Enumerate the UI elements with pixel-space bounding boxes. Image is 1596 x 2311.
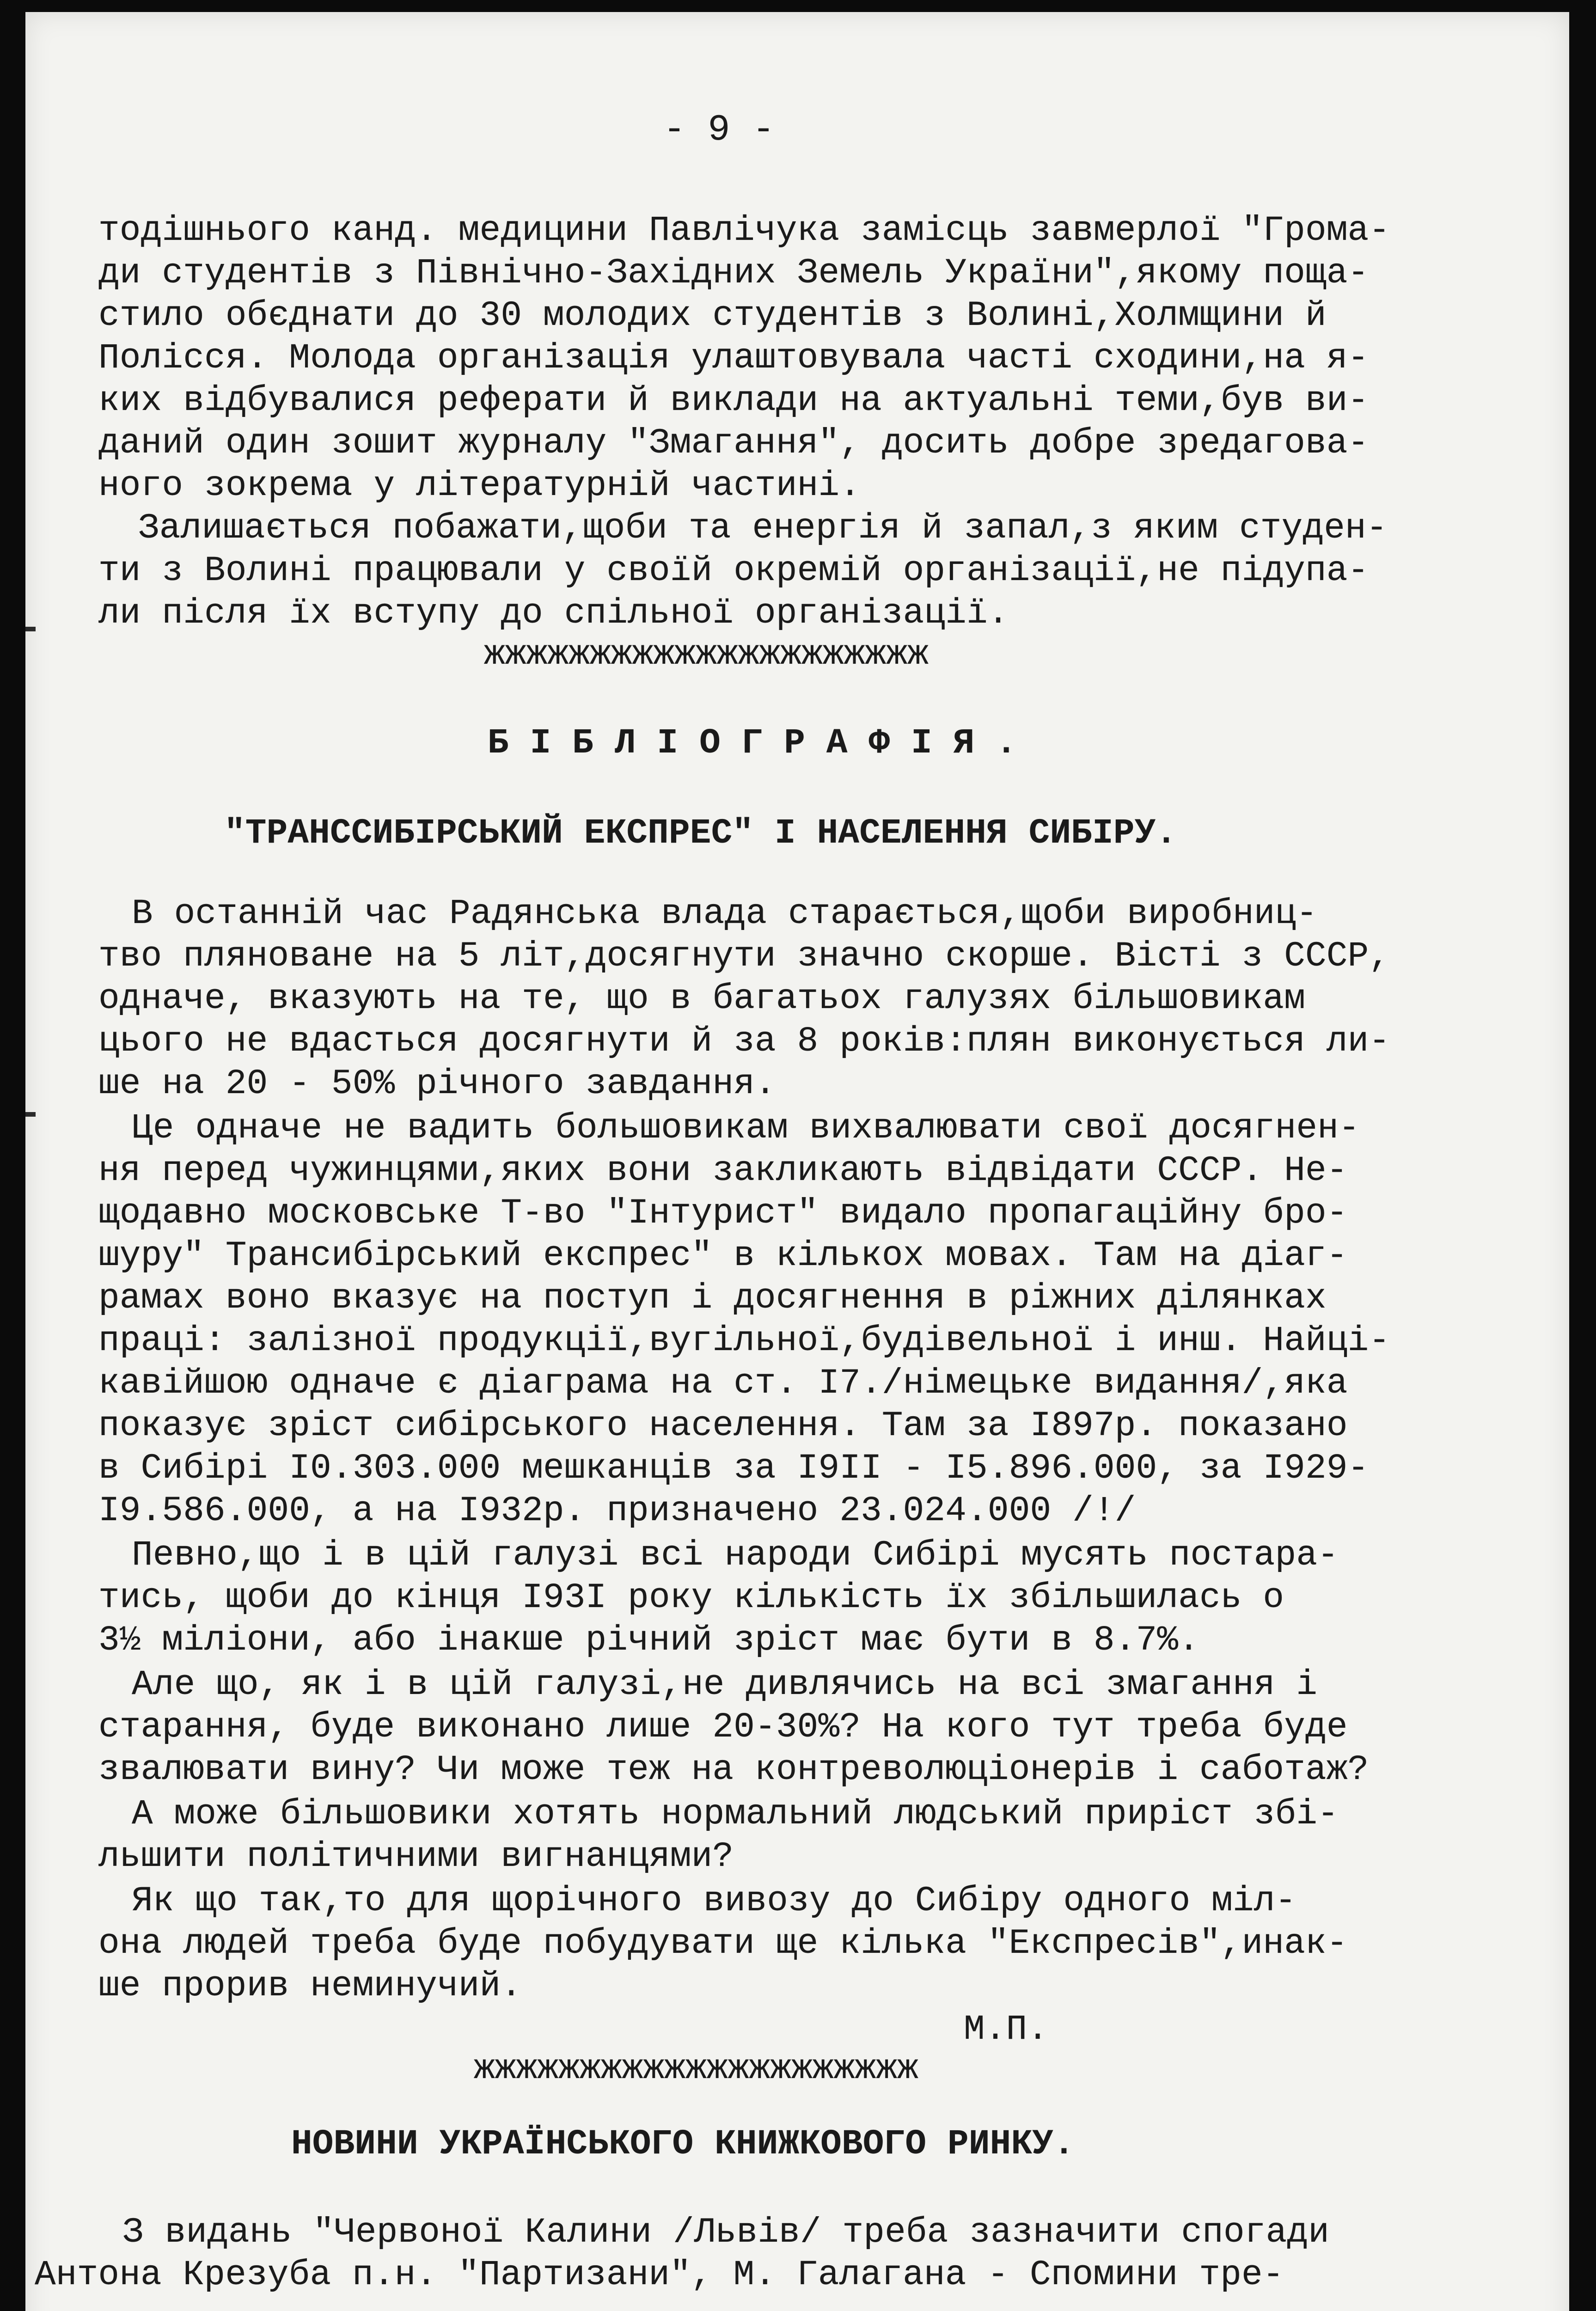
section-title: Б І Б Л І О Г Р А Ф І Я . xyxy=(488,723,1017,763)
article-line: Але що, як і в цій галузі,не дивлячись на всі змагання і xyxy=(132,1665,1318,1705)
intro-line: ли після їх вступу до спільної організації. xyxy=(98,593,1009,633)
article-line: тво пляноване на 5 літ,досягнути значно скорше. Вісті з СССР, xyxy=(98,936,1390,976)
article-signature: М.П. xyxy=(964,2010,1049,2049)
article-line: показує зріст сибірського населення. Там за І897р. показано xyxy=(98,1406,1348,1446)
intro-line: ких відбувалися реферати й виклади на актуальні теми,був ви- xyxy=(98,381,1369,421)
article-line: цього не вдасться досягнути й за 8 років:плян виконується ли- xyxy=(98,1021,1390,1061)
typewritten-page xyxy=(25,12,1569,2311)
binding-hole-mark xyxy=(25,627,36,631)
intro-line: стило обєднати до 30 молодих студентів з Волині,Холмщини й xyxy=(98,296,1327,336)
intro-line: Полісся. Молода організація улаштовувала часті сходини,на я- xyxy=(98,338,1369,378)
article-line: праці: залізної продукції,вугільної,будівельної і инш. Найці- xyxy=(98,1321,1390,1361)
page-number: - 9 - xyxy=(663,109,775,151)
article-line: льшити політичними вигнанцями? xyxy=(98,1837,734,1877)
section-separator: жжжжжжжжжжжжжжжжжжжжж xyxy=(474,2049,918,2089)
article-line: одначе, вказують на те, що в багатьох галузях більшовикам xyxy=(98,979,1306,1019)
article-line: рамах воно вказує на поступ і досягнення в ріжних ділянках xyxy=(98,1278,1327,1318)
article-line: ше на 20 - 50% річного завдання. xyxy=(98,1064,776,1104)
binding-hole-mark xyxy=(25,1112,36,1117)
intro-line: Залишається побажати,щоби та енергія й запал,з яким студен- xyxy=(138,508,1388,548)
news-line: З видань "Червоної Калини /Львів/ треба зазначити спогади xyxy=(122,2213,1330,2252)
section-separator: жжжжжжжжжжжжжжжжжжжжж xyxy=(484,635,929,674)
article-line: ше прорив неминучий. xyxy=(98,1966,522,2006)
article-line: Як що так,то для щорічного вивозу до Сибіру одного міл- xyxy=(132,1881,1296,1921)
intro-line: ти з Волині працювали у своїй окремій організації,не підупа- xyxy=(98,551,1369,591)
news-line: Антона Крезуба п.н. "Партизани", М. Галагана - Спомини тре- xyxy=(35,2255,1284,2295)
article-line: В останній час Радянська влада старається,щоби виробниц- xyxy=(132,894,1318,934)
intro-line: ного зокрема у літературній частині. xyxy=(98,466,861,506)
article-line: она людей треба буде побудувати ще кілька "Експресів",инак- xyxy=(98,1924,1348,1963)
intro-line: даний один зошит журналу "Змагання", досить добре зредагова- xyxy=(98,423,1369,463)
article-line: А може більшовики хотять нормальний людський приріст збі- xyxy=(132,1794,1339,1834)
article-line: 3½ міліони, або інакше річний зріст має бути в 8.7%. xyxy=(98,1620,1199,1660)
article-line: кавійшою одначе є діаграма на ст. І7./німецьке видання/,яка xyxy=(98,1363,1348,1403)
article-title: "ТРАНССИБІРСЬКИЙ ЕКСПРЕС" І НАСЕЛЕННЯ СИБІРУ. xyxy=(224,813,1177,853)
intro-line: ди студентів з Північно-Західних Земель України",якому поща- xyxy=(98,253,1369,293)
article-line: щодавно московське Т-во "Інтурист" видало пропагаційну бро- xyxy=(98,1193,1348,1233)
article-line: в Сибірі І0.303.000 мешканців за І9ІІ - І5.896.000, за І929- xyxy=(98,1449,1369,1488)
article-line: старання, буде виконано лише 20-30%? На кого тут треба буде xyxy=(98,1707,1348,1747)
article-line: звалювати вину? Чи може теж на контреволюціонерів і саботаж? xyxy=(98,1750,1369,1790)
article-line: Це одначе не вадить большовикам вихвалювати свої досягнен- xyxy=(132,1108,1360,1148)
article-line: І9.586.000, а на І932р. призначено 23.024.000 /!/ xyxy=(98,1491,1136,1531)
article-line: Певно,що і в цій галузі всі народи Сибірі мусять постара- xyxy=(132,1535,1339,1575)
article-line: тись, щоби до кінця І93І року кількість їх збільшилась о xyxy=(98,1578,1284,1618)
intro-line: тодішнього канд. медицини Павлічука замісць завмерлої "Грома- xyxy=(98,211,1390,251)
article-line: шуру" Трансибірський експрес" в кількох мовах. Там на діаг- xyxy=(98,1236,1348,1276)
news-title: НОВИНИ УКРАЇНСЬКОГО КНИЖКОВОГО РИНКУ. xyxy=(291,2124,1075,2164)
article-line: ня перед чужинцями,яких вони закликають відвідати СССР. Не- xyxy=(98,1151,1348,1191)
